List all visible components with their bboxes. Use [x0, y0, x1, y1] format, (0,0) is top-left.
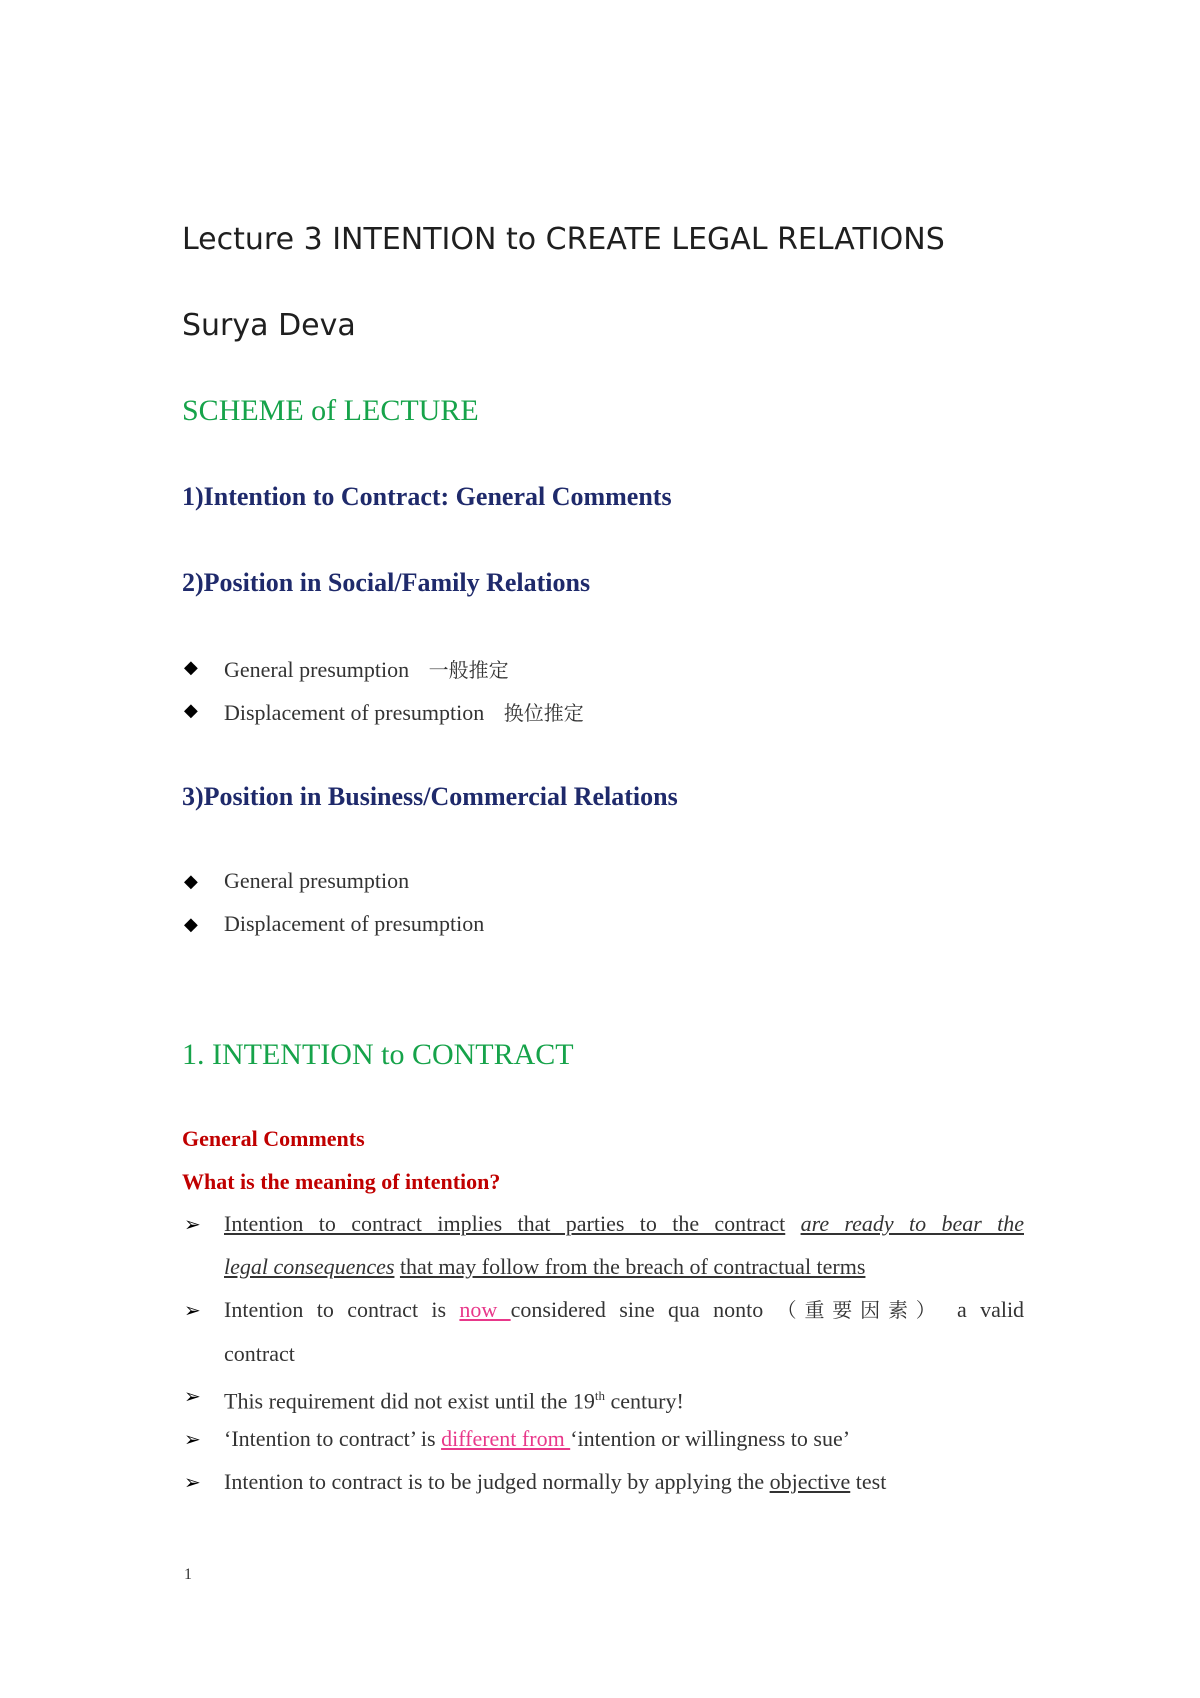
arrow-bullet-icon: ➢ [184, 1298, 201, 1322]
general-comments-label: General Comments [182, 1126, 365, 1151]
scheme-heading: SCHEME of LECTURE [182, 394, 479, 427]
business-bullet-2 [184, 911, 485, 937]
point-3 [224, 1374, 1024, 1422]
bullet-text: General presumption [224, 657, 410, 682]
point-2-text-c: a valid [956, 1297, 1025, 1322]
point-1-emphasis-a: are ready to bear the [800, 1211, 1024, 1236]
diamond-bullet-icon: ◆ [184, 657, 198, 677]
diamond-bullet-icon: ◆ [184, 914, 198, 934]
point-1-emphasis-b: legal consequences [224, 1254, 395, 1279]
point-2-text-b: considered sine qua nonto [510, 1297, 764, 1322]
point-5-text-b: test [855, 1469, 887, 1494]
bullet-cjk-text: 一般推定 [428, 658, 509, 682]
point-2-cjk: （重要因素） [776, 1298, 944, 1322]
question-heading: What is the meaning of intention? [182, 1169, 501, 1194]
scheme-item-2: 2)Position in Social/Family Relations [182, 568, 591, 597]
social-bullet-1 [184, 654, 509, 682]
point-5-underlined: objective [769, 1469, 851, 1494]
bullet-text: General presumption [224, 868, 410, 893]
business-bullet-1 [184, 868, 410, 894]
bullet-cjk-text: 换位推定 [503, 701, 584, 725]
bullet-text: Displacement of presumption [224, 911, 485, 936]
point-4-text-b: ‘intention or willingness to sue’ [570, 1426, 851, 1451]
arrow-bullet-icon: ➢ [184, 1384, 201, 1408]
point-4-highlight: different from [441, 1426, 571, 1451]
author-name: Surya Deva [182, 308, 356, 343]
point-3-sup: th [594, 1388, 606, 1403]
social-bullet-2 [184, 697, 584, 725]
point-2 [224, 1288, 1024, 1375]
point-4-text-a: ‘Intention to contract’ is [224, 1426, 436, 1451]
point-5-text-a: Intention to contract is to be judged normally by applying the [224, 1469, 765, 1494]
arrow-bullet-icon: ➢ [184, 1212, 201, 1236]
point-1-text-b: that may follow from the breach of contractual terms [399, 1254, 866, 1279]
point-3-text-b: century! [605, 1388, 684, 1414]
page-number: 1 [184, 1566, 192, 1583]
point-5 [224, 1460, 1024, 1503]
section-1-heading: 1. INTENTION to CONTRACT [182, 1038, 574, 1071]
diamond-bullet-icon: ◆ [184, 700, 198, 720]
bullet-text: Displacement of presumption [224, 700, 485, 725]
point-2-highlight: now [459, 1297, 511, 1322]
arrow-bullet-icon: ➢ [184, 1470, 201, 1494]
scheme-item-1: 1)Intention to Contract: General Comments [182, 482, 672, 511]
point-3-text-a: This requirement did not exist until the 19 [224, 1388, 595, 1414]
diamond-bullet-icon: ◆ [184, 871, 198, 891]
point-2-text-d: contract [224, 1341, 295, 1366]
point-1 [224, 1202, 1024, 1288]
point-2-text-a: Intention to contract is [224, 1297, 447, 1322]
scheme-item-3: 3)Position in Business/Commercial Relations [182, 782, 678, 811]
arrow-bullet-icon: ➢ [184, 1427, 201, 1451]
lecture-title: Lecture 3 INTENTION to CREATE LEGAL RELATIONS [182, 222, 945, 257]
point-4 [224, 1417, 1024, 1460]
point-1-text-a: Intention to contract implies that parties to the contract [224, 1211, 786, 1236]
